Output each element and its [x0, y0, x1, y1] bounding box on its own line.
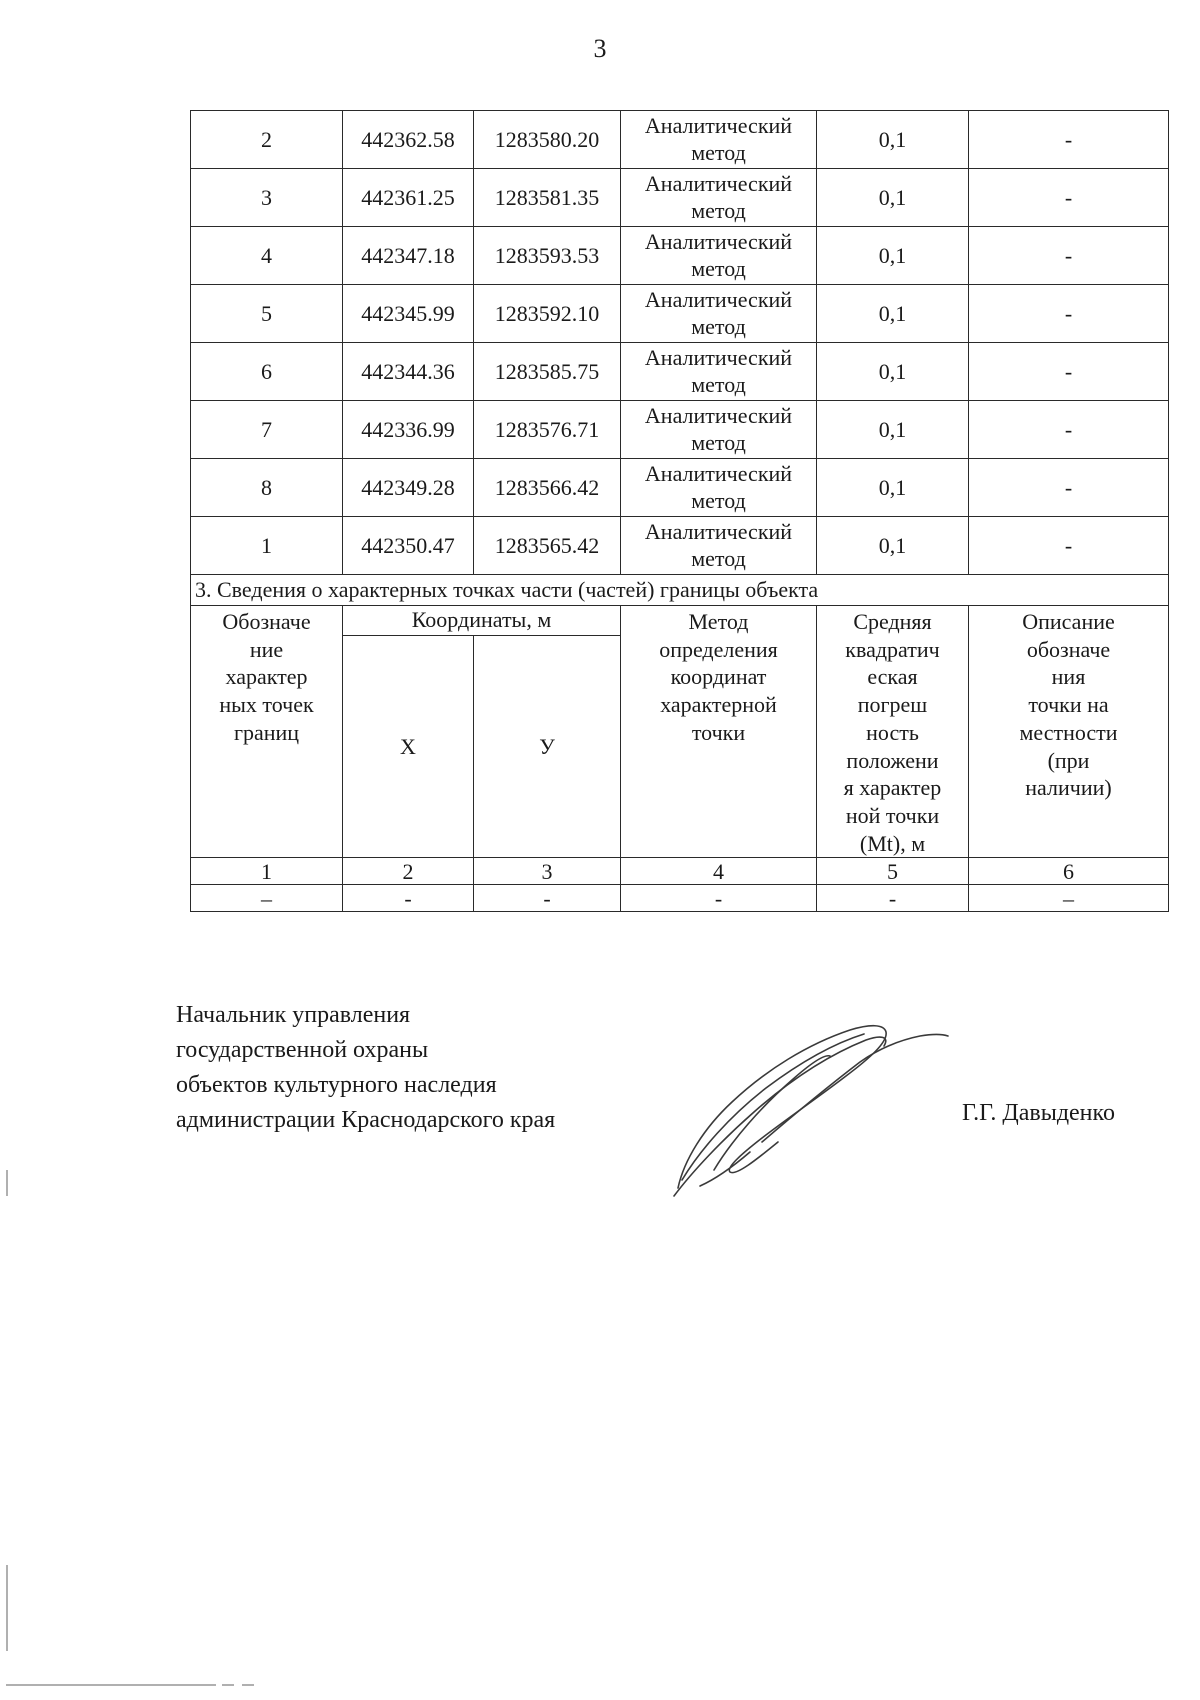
point-number-cell: 3 [191, 169, 343, 227]
error-cell: 0,1 [817, 169, 969, 227]
scan-margin-mark [6, 1170, 8, 1196]
description-cell: - [969, 401, 1169, 459]
table-row [191, 227, 1169, 285]
method-line-2: метод [691, 197, 746, 223]
method-line-1: Аналитический [644, 287, 793, 313]
method-line-1: Аналитический [644, 171, 793, 197]
column-number-row [191, 858, 1169, 885]
description-cell: - [969, 227, 1169, 285]
handwritten-signature [670, 1010, 950, 1200]
header-error-line: квадратич [845, 636, 940, 662]
y-coordinate-cell: 1283581.35 [474, 169, 621, 227]
y-coordinate-cell: 1283592.10 [474, 285, 621, 343]
point-number-cell: 8 [191, 459, 343, 517]
method-cell [621, 227, 817, 285]
signer-position-line: Начальник управления [176, 1002, 411, 1028]
x-coordinate-cell: 442350.47 [343, 517, 474, 575]
point-number-cell: 6 [191, 343, 343, 401]
header-description-line: наличии) [1025, 775, 1112, 801]
y-coordinate-cell: 1283576.71 [474, 401, 621, 459]
header-y: У [474, 635, 621, 858]
method-line-1: Аналитический [644, 461, 793, 487]
error-cell: 0,1 [817, 111, 969, 169]
header-description [969, 606, 1169, 858]
header-method-line: определения [659, 636, 778, 662]
header-row [191, 606, 1169, 636]
column-number: 3 [474, 858, 621, 885]
empty-cell: - [817, 885, 969, 912]
header-error-line: погреш [857, 692, 928, 718]
table-row [191, 517, 1169, 575]
page-number: 3 [593, 34, 607, 63]
header-method-line: Метод [688, 609, 749, 634]
point-number-cell: 1 [191, 517, 343, 575]
header-method [621, 606, 817, 858]
header-x: Х [343, 635, 474, 858]
method-line-2: метод [691, 429, 746, 455]
method-line-1: Аналитический [644, 229, 793, 255]
method-line-1: Аналитический [644, 113, 793, 139]
header-error [817, 606, 969, 858]
column-number: 5 [817, 858, 969, 885]
method-line-1: Аналитический [644, 519, 793, 545]
method-line-2: метод [691, 313, 746, 339]
header-designation [191, 606, 343, 858]
method-line-1: Аналитический [644, 403, 793, 429]
header-designation-line: характер [225, 664, 308, 690]
header-designation-line: ние [249, 636, 284, 662]
header-designation-line: ных точек [219, 692, 314, 718]
empty-row [191, 885, 1169, 912]
header-error-line: еская [867, 664, 918, 690]
header-error-line: (Mt), м [859, 830, 926, 856]
description-cell: - [969, 459, 1169, 517]
x-coordinate-cell: 442347.18 [343, 227, 474, 285]
y-coordinate-cell: 1283593.53 [474, 227, 621, 285]
header-designation-line: границ [233, 719, 300, 745]
method-cell [621, 459, 817, 517]
header-error-line: ной точки [845, 803, 940, 829]
description-cell: - [969, 111, 1169, 169]
error-cell: 0,1 [817, 401, 969, 459]
header-error-line: ность [866, 719, 919, 745]
table-row [191, 111, 1169, 169]
header-method-line: точки [691, 719, 746, 745]
section-row [191, 575, 1169, 606]
method-line-1: Аналитический [644, 345, 793, 371]
empty-cell: - [474, 885, 621, 912]
method-line-2: метод [691, 371, 746, 397]
x-coordinate-cell: 442336.99 [343, 401, 474, 459]
error-cell: 0,1 [817, 343, 969, 401]
header-description-line: местности [1019, 719, 1118, 745]
point-number-cell: 7 [191, 401, 343, 459]
header-description-line: точки на [1028, 692, 1109, 718]
header-description-line: ния [1051, 664, 1086, 690]
signer-position-line: государственной охраны [176, 1037, 429, 1063]
signer-position-line: администрации Краснодарского края [176, 1107, 556, 1133]
column-number: 2 [343, 858, 474, 885]
column-number: 4 [621, 858, 817, 885]
method-cell [621, 111, 817, 169]
x-coordinate-cell: 442344.36 [343, 343, 474, 401]
header-method-line: координат [670, 664, 767, 690]
x-coordinate-cell: 442345.99 [343, 285, 474, 343]
y-coordinate-cell: 1283585.75 [474, 343, 621, 401]
y-coordinate-cell: 1283580.20 [474, 111, 621, 169]
scan-margin-mark [6, 1684, 216, 1686]
column-number: 6 [969, 858, 1169, 885]
header-error-line: положени [846, 747, 939, 773]
scan-margin-mark [242, 1684, 254, 1686]
header-error-line: Средняя [853, 609, 932, 634]
error-cell: 0,1 [817, 285, 969, 343]
method-cell [621, 517, 817, 575]
description-cell: - [969, 169, 1169, 227]
point-number-cell: 4 [191, 227, 343, 285]
y-coordinate-cell: 1283565.42 [474, 517, 621, 575]
empty-cell: - [621, 885, 817, 912]
method-line-2: метод [691, 487, 746, 513]
signer-position [176, 998, 555, 1138]
point-number-cell: 5 [191, 285, 343, 343]
column-number: 1 [191, 858, 343, 885]
error-cell: 0,1 [817, 227, 969, 285]
table-row [191, 459, 1169, 517]
method-line-2: метод [691, 545, 746, 571]
table-row [191, 169, 1169, 227]
method-cell [621, 169, 817, 227]
table-row [191, 343, 1169, 401]
table-row [191, 401, 1169, 459]
x-coordinate-cell: 442362.58 [343, 111, 474, 169]
signer-name: Г.Г. Давыденко [962, 1100, 1115, 1126]
scan-margin-mark [222, 1684, 234, 1686]
scan-margin-mark [6, 1565, 8, 1651]
method-cell [621, 401, 817, 459]
x-coordinate-cell: 442361.25 [343, 169, 474, 227]
x-coordinate-cell: 442349.28 [343, 459, 474, 517]
header-description-line: (при [1047, 747, 1090, 773]
empty-cell: - [343, 885, 474, 912]
description-cell: - [969, 517, 1169, 575]
error-cell: 0,1 [817, 459, 969, 517]
signer-position-line: объектов культурного наследия [176, 1072, 497, 1098]
point-number-cell: 2 [191, 111, 343, 169]
empty-cell: – [191, 885, 343, 912]
header-designation-line: Обозначе [222, 609, 311, 634]
method-cell [621, 343, 817, 401]
empty-cell: – [969, 885, 1169, 912]
method-line-2: метод [691, 139, 746, 165]
header-method-line: характерной [660, 692, 777, 718]
header-coordinates: Координаты, м [343, 606, 621, 636]
table-row [191, 285, 1169, 343]
header-description-line: Описание [1022, 609, 1115, 634]
y-coordinate-cell: 1283566.42 [474, 459, 621, 517]
header-error-line: я характер [843, 775, 942, 801]
coordinates-table [190, 110, 1169, 912]
section-title: 3. Сведения о характерных точках части (частей) границы объекта [191, 575, 1169, 606]
description-cell: - [969, 343, 1169, 401]
description-cell: - [969, 285, 1169, 343]
method-cell [621, 285, 817, 343]
method-line-2: метод [691, 255, 746, 281]
header-description-line: обозначе [1026, 636, 1111, 662]
error-cell: 0,1 [817, 517, 969, 575]
